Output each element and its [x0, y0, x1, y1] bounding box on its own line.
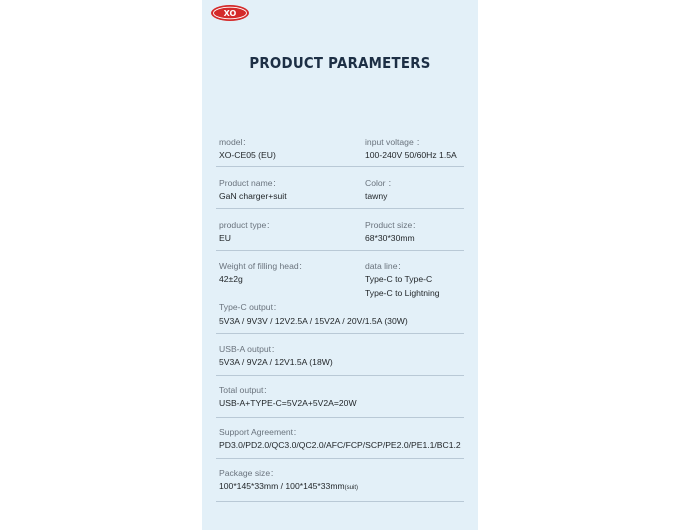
xo-logo-icon — [210, 4, 250, 22]
product-parameters-panel — [202, 0, 478, 530]
model-label: model： — [219, 137, 252, 147]
typec-output-label: Type-C output： — [219, 302, 282, 312]
product-type-value: EU — [219, 233, 231, 243]
product-name-value: GaN charger+suit — [219, 191, 287, 201]
data-line-label: data line： — [365, 261, 407, 271]
weight-value: 42±2g — [219, 274, 243, 284]
divider — [216, 166, 464, 167]
logo-text: XO — [223, 9, 237, 18]
data-line-value: Type-C to Lightning — [365, 288, 440, 298]
support-agreement-label: Support Agreement： — [219, 427, 302, 437]
divider — [216, 417, 464, 418]
divider — [216, 333, 464, 334]
divider — [216, 501, 464, 502]
input-voltage-label: input voltage ： — [365, 137, 425, 147]
usba-output-value: 5V3A / 9V2A / 12V1.5A (18W) — [219, 357, 333, 367]
usba-output-label: USB-A output： — [219, 344, 280, 354]
product-size-label: Product size： — [365, 220, 421, 230]
product-size-value: 68*30*30mm — [365, 233, 415, 243]
product-name-label: Product name： — [219, 178, 282, 188]
divider — [216, 458, 464, 459]
color-value: tawny — [365, 191, 388, 201]
model-value: XO-CE05 (EU) — [219, 150, 276, 160]
total-output-value: USB-A+TYPE-C=5V2A+5V2A=20W — [219, 398, 357, 408]
package-size-value — [219, 481, 358, 491]
weight-label: Weight of filling head： — [219, 261, 308, 271]
package-size-suffix: (suit) — [344, 485, 358, 491]
typec-output-value: 5V3A / 9V3V / 12V2.5A / 15V2A / 20V/1.5A (30W) — [219, 316, 408, 326]
data-line-value: Type-C to Type-C — [365, 274, 433, 284]
total-output-label: Total output： — [219, 385, 273, 395]
page-title: PRODUCT PARAMETERS — [249, 54, 431, 72]
divider — [216, 250, 464, 251]
divider — [216, 375, 464, 376]
color-label: Color ： — [365, 178, 397, 188]
divider — [216, 208, 464, 209]
product-type-label: product type： — [219, 220, 275, 230]
support-agreement-value: PD3.0/PD2.0/QC3.0/QC2.0/AFC/FCP/SCP/PE2.0/PE1.1/BC1.2 — [219, 440, 461, 450]
package-size-dimensions: 100*145*33mm / 100*145*33mm — [219, 481, 345, 491]
package-size-label: Package size： — [219, 468, 279, 478]
input-voltage-value: 100-240V 50/60Hz 1.5A — [365, 150, 457, 160]
